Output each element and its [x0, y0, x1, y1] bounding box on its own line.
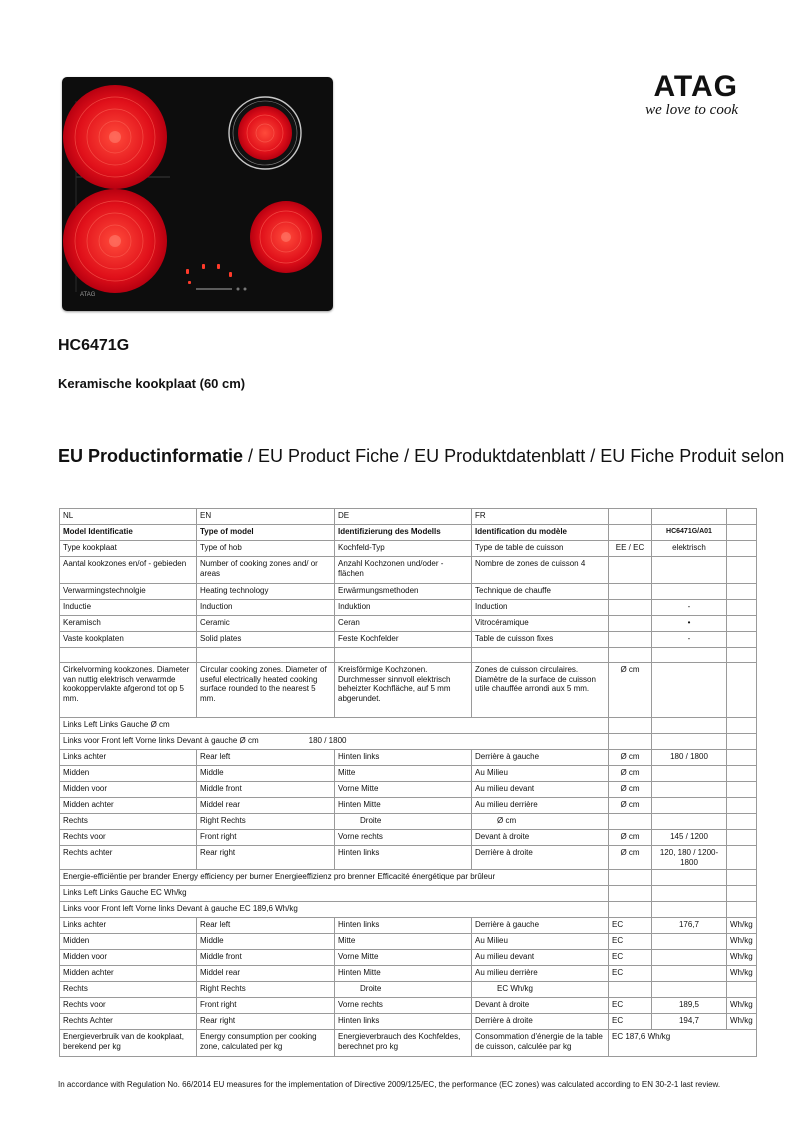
empty-cell [727, 846, 757, 870]
table-cell: Identifizierung des Modells [335, 525, 472, 541]
empty-cell [727, 584, 757, 600]
table-cell: Solid plates [197, 632, 335, 648]
empty-cell [609, 982, 652, 998]
table-row [60, 600, 757, 616]
table-cell: Links Left Links Gauche EC Wh/kg [60, 886, 609, 902]
table-cell: Technique de chauffe [472, 584, 609, 600]
table-cell: Au milieu devant [472, 950, 609, 966]
empty-cell [727, 663, 757, 718]
table-cell: Mitte [335, 766, 472, 782]
table-cell: Midden achter [60, 966, 197, 982]
table-cell: Energieverbruik van de kookplaat, berekend per kg [60, 1030, 197, 1057]
table-cell: Droite [335, 814, 472, 830]
table-header-cell: DE [335, 509, 472, 525]
unit-cell: Wh/kg [727, 998, 757, 1014]
table-cell: Consommation d'énergie de la table de cuisson, calculée par kg [472, 1030, 609, 1057]
empty-cell [609, 734, 652, 750]
table-cell: Induktion [335, 600, 472, 616]
table-cell: Au milieu derrière [472, 966, 609, 982]
table-row [60, 541, 757, 557]
product-subtitle: Keramische kookplaat (60 cm) [58, 376, 246, 391]
value-cell: - [652, 632, 727, 648]
unit-cell: Wh/kg [727, 934, 757, 950]
unit-cell: EC [609, 998, 652, 1014]
unit-cell: EC [609, 934, 652, 950]
empty-cell [727, 557, 757, 584]
empty-cell [609, 886, 652, 902]
table-cell: Mitte [335, 934, 472, 950]
footnote: In accordance with Regulation No. 66/2014 EU measures for the implementation of Directive 2009/125/EC, the performance (EC zones) was calculated according to EN 30-2-1 last review. [58, 1080, 721, 1089]
empty-cell [727, 648, 757, 663]
empty-cell [727, 982, 757, 998]
value-cell: EC 187,6 Wh/kg [609, 1030, 757, 1057]
table-row [60, 998, 757, 1014]
table-row [60, 750, 757, 766]
table-cell: Vorne Mitte [335, 950, 472, 966]
table-row [60, 886, 757, 902]
table-cell: Midden voor [60, 782, 197, 798]
value-cell: - [652, 600, 727, 616]
table-cell: Rear left [197, 918, 335, 934]
empty-cell [727, 509, 757, 525]
unit-cell: Ø cm [609, 830, 652, 846]
value-cell [652, 663, 727, 718]
table-row [60, 734, 757, 750]
empty-cell [652, 870, 727, 886]
unit-cell [609, 525, 652, 541]
table-cell: Ceramic [197, 616, 335, 632]
unit-cell: Ø cm [609, 798, 652, 814]
value-cell: elektrisch [652, 541, 727, 557]
table-cell: Hinten Mitte [335, 798, 472, 814]
empty-cell [652, 648, 727, 663]
table-section-row [60, 870, 757, 886]
empty-cell [727, 600, 757, 616]
table-cell: Links voor Front left Vorne links Devant à gauche EC 189,6 Wh/kg [60, 902, 609, 918]
table-cell: Rear right [197, 1014, 335, 1030]
empty-cell [609, 902, 652, 918]
table-row [60, 616, 757, 632]
brand-name: ATAG [653, 70, 738, 103]
brand-tagline: we love to cook [645, 102, 738, 118]
table-row [60, 584, 757, 600]
table-header-row [60, 509, 757, 525]
table-row [60, 846, 757, 870]
table-cell: Derrière à gauche [472, 918, 609, 934]
empty-cell [652, 734, 727, 750]
table-row [60, 766, 757, 782]
fiche-heading-bold: EU Productinformatie [58, 446, 244, 466]
table-cell [60, 734, 609, 750]
table-cell: Rechts [60, 982, 197, 998]
unit-cell: EC [609, 918, 652, 934]
table-cell: Type of hob [197, 541, 335, 557]
table-cell: Derrière à gauche [472, 750, 609, 766]
product-fiche-table [59, 508, 757, 1057]
unit-cell [609, 632, 652, 648]
table-cell: Hinten links [335, 1014, 472, 1030]
empty-cell [727, 750, 757, 766]
empty-cell [197, 648, 335, 663]
value-cell [652, 934, 727, 950]
empty-cell [727, 814, 757, 830]
empty-cell [727, 830, 757, 846]
table-cell: Au Milieu [472, 934, 609, 950]
empty-cell [60, 648, 197, 663]
unit-cell: EC [609, 1014, 652, 1030]
table-cell: Erwärmungsmethoden [335, 584, 472, 600]
hob-product-image [62, 77, 333, 311]
table-cell: Midden [60, 934, 197, 950]
table-row [60, 1030, 757, 1057]
table-cell: Keramisch [60, 616, 197, 632]
unit-cell: Ø cm [609, 846, 652, 870]
unit-cell: EC [609, 950, 652, 966]
value-cell [652, 966, 727, 982]
value-cell: 145 / 1200 [652, 830, 727, 846]
empty-cell [609, 509, 652, 525]
empty-cell [609, 814, 652, 830]
value-cell: 180 / 1800 [308, 736, 347, 745]
table-cell: Derrière à droite [472, 1014, 609, 1030]
table-cell: Vaste kookplaten [60, 632, 197, 648]
empty-cell [727, 870, 757, 886]
empty-cell [652, 718, 727, 734]
table-cell: Vorne rechts [335, 830, 472, 846]
table-row [60, 934, 757, 950]
table-cell: Devant à droite [472, 830, 609, 846]
table-cell: Type of model [197, 525, 335, 541]
table-cell: Ceran [335, 616, 472, 632]
control-panel [186, 264, 232, 284]
table-cell: EC Wh/kg [472, 982, 609, 998]
table-cell: Midden achter [60, 798, 197, 814]
table-cell: Rechts voor [60, 830, 197, 846]
empty-cell [472, 648, 609, 663]
unit-cell [609, 557, 652, 584]
table-cell: Hinten links [335, 918, 472, 934]
table-cell: Type kookplaat [60, 541, 197, 557]
table-cell: Hinten links [335, 750, 472, 766]
spacer-row [60, 648, 757, 663]
table-cell: Middel rear [197, 966, 335, 982]
table-cell: Ø cm [472, 814, 609, 830]
table-cell: Verwarmingstechnolgie [60, 584, 197, 600]
table-cell: Vorne Mitte [335, 782, 472, 798]
table-row [60, 663, 757, 718]
empty-cell [727, 902, 757, 918]
table-cell: Cirkelvorming kookzones. Diameter van nuttig elektrisch verwarmde kookoppervlakte afgerond tot op 5 mm. [60, 663, 197, 718]
table-cell: Heating technology [197, 584, 335, 600]
unit-cell: Ø cm [609, 663, 652, 718]
table-cell: Links achter [60, 918, 197, 934]
empty-cell [727, 632, 757, 648]
table-cell: Right Rechts [197, 982, 335, 998]
table-cell: Kreisförmige Kochzonen. Durchmesser sinnvoll elektrisch beheizter Kochfläche, auf 5 mm abgerundet. [335, 663, 472, 718]
empty-cell [652, 886, 727, 902]
unit-cell: Wh/kg [727, 918, 757, 934]
table-cell: Au milieu derrière [472, 798, 609, 814]
hob-brand-mark: ATAG [80, 292, 96, 298]
table-row [60, 632, 757, 648]
table-cell: Model Identificatie [60, 525, 197, 541]
table-cell: Identification du modèle [472, 525, 609, 541]
table-cell: Hinten links [335, 846, 472, 870]
table-cell: Aantal kookzones en/of - gebieden [60, 557, 197, 584]
value-cell: 194,7 [652, 1014, 727, 1030]
table-row [60, 1014, 757, 1030]
empty-cell [727, 766, 757, 782]
value-cell: 120, 180 / 1200-1800 [652, 846, 727, 870]
table-row [60, 830, 757, 846]
value-cell [652, 584, 727, 600]
cooking-zone-rear-right [238, 106, 292, 160]
table-cell: Table de cuisson fixes [472, 632, 609, 648]
unit-cell: EE / EC [609, 541, 652, 557]
table-cell: Links Left Links Gauche Ø cm [60, 718, 609, 734]
table-cell: Derrière à droite [472, 846, 609, 870]
unit-cell [609, 600, 652, 616]
empty-cell [727, 718, 757, 734]
table-cell: Au milieu devant [472, 782, 609, 798]
value-cell [652, 766, 727, 782]
value-cell: 189,5 [652, 998, 727, 1014]
value-cell [652, 950, 727, 966]
table-cell: Energie-efficiëntie per brander Energy efficiency per burner Energieeffizienz pro brenner Efficacité énergétique par brûleur [60, 870, 609, 886]
table-cell: Inductie [60, 600, 197, 616]
empty-cell [727, 616, 757, 632]
table-cell: Front right [197, 830, 335, 846]
value-cell: 176,7 [652, 918, 727, 934]
unit-cell: Wh/kg [727, 966, 757, 982]
table-cell: Rechts achter [60, 846, 197, 870]
table-cell: Right Rechts [197, 814, 335, 830]
empty-cell [609, 648, 652, 663]
table-cell: Number of cooking zones and/ or areas [197, 557, 335, 584]
table-cell: Vorne rechts [335, 998, 472, 1014]
value-cell: 180 / 1800 [652, 750, 727, 766]
product-model: HC6471G [58, 337, 130, 354]
unit-cell: Ø cm [609, 766, 652, 782]
empty-cell [609, 870, 652, 886]
table-cell: Induction [197, 600, 335, 616]
table-cell: Circular cooking zones. Diameter of useful electrically heated cooking surface rounded to the nearest 5 mm. [197, 663, 335, 718]
value-cell [652, 557, 727, 584]
empty-cell [727, 782, 757, 798]
unit-cell: Ø cm [609, 782, 652, 798]
table-cell: Middel rear [197, 798, 335, 814]
row-text: Links voor Front left Vorne links Devant à gauche Ø cm [63, 736, 259, 745]
table-cell: Front right [197, 998, 335, 1014]
empty-cell [727, 886, 757, 902]
table-cell: Feste Kochfelder [335, 632, 472, 648]
table-cell: Zones de cuisson circulaires. Diamètre de la surface de cuisson utile chauffée arrondi aux 5 mm. [472, 663, 609, 718]
table-cell: Energy consumption per cooking zone, calculated per kg [197, 1030, 335, 1057]
table-cell: Middle front [197, 950, 335, 966]
empty-cell [335, 648, 472, 663]
fiche-heading-rest: / EU Product Fiche / EU Produktdatenblatt / EU Fiche Produit selon [243, 446, 785, 466]
table-cell: Vitrocéramique [472, 616, 609, 632]
table-row [60, 525, 757, 541]
value-cell [652, 798, 727, 814]
table-cell: Midden voor [60, 950, 197, 966]
table-header-cell: EN [197, 509, 335, 525]
empty-cell [652, 814, 727, 830]
empty-cell [727, 734, 757, 750]
table-cell: Type de table de cuisson [472, 541, 609, 557]
empty-cell [727, 798, 757, 814]
table-cell: Middle front [197, 782, 335, 798]
table-cell: Midden [60, 766, 197, 782]
value-cell: HC6471G/A01 [652, 525, 727, 541]
empty-cell [652, 902, 727, 918]
table-cell: Au Milieu [472, 766, 609, 782]
table-row [60, 982, 757, 998]
empty-cell [652, 982, 727, 998]
table-cell: Droite [335, 982, 472, 998]
table-row [60, 557, 757, 584]
table-row [60, 902, 757, 918]
brand-logo [630, 72, 738, 118]
hob-illustration [62, 77, 333, 311]
table-cell: Rear right [197, 846, 335, 870]
value-cell: • [652, 616, 727, 632]
table-cell: Links achter [60, 750, 197, 766]
table-cell: Devant à droite [472, 998, 609, 1014]
table-row [60, 782, 757, 798]
fiche-heading [58, 446, 784, 467]
table-row [60, 950, 757, 966]
table-cell: Rear left [197, 750, 335, 766]
table-cell: Nombre de zones de cuisson 4 [472, 557, 609, 584]
table-row [60, 966, 757, 982]
table-header-cell: NL [60, 509, 197, 525]
value-cell [652, 782, 727, 798]
table-cell: Induction [472, 600, 609, 616]
empty-cell [609, 718, 652, 734]
table-cell: Hinten Mitte [335, 966, 472, 982]
unit-cell: Ø cm [609, 750, 652, 766]
empty-cell [652, 509, 727, 525]
unit-cell [609, 616, 652, 632]
table-row [60, 814, 757, 830]
unit-cell [609, 584, 652, 600]
table-cell: Kochfeld-Typ [335, 541, 472, 557]
table-row [60, 918, 757, 934]
table-row [60, 718, 757, 734]
unit-cell: Wh/kg [727, 1014, 757, 1030]
table-row [60, 798, 757, 814]
table-cell: Rechts [60, 814, 197, 830]
unit-cell: EC [609, 966, 652, 982]
table-cell: Middle [197, 934, 335, 950]
table-cell: Middle [197, 766, 335, 782]
table-cell: Anzahl Kochzonen und/oder -flächen [335, 557, 472, 584]
table-header-cell: FR [472, 509, 609, 525]
unit-cell: Wh/kg [727, 950, 757, 966]
empty-cell [727, 541, 757, 557]
table-cell: Energieverbrauch des Kochfeldes, berechnet pro kg [335, 1030, 472, 1057]
table-cell: Rechts voor [60, 998, 197, 1014]
empty-cell [727, 525, 757, 541]
table-cell: Rechts Achter [60, 1014, 197, 1030]
